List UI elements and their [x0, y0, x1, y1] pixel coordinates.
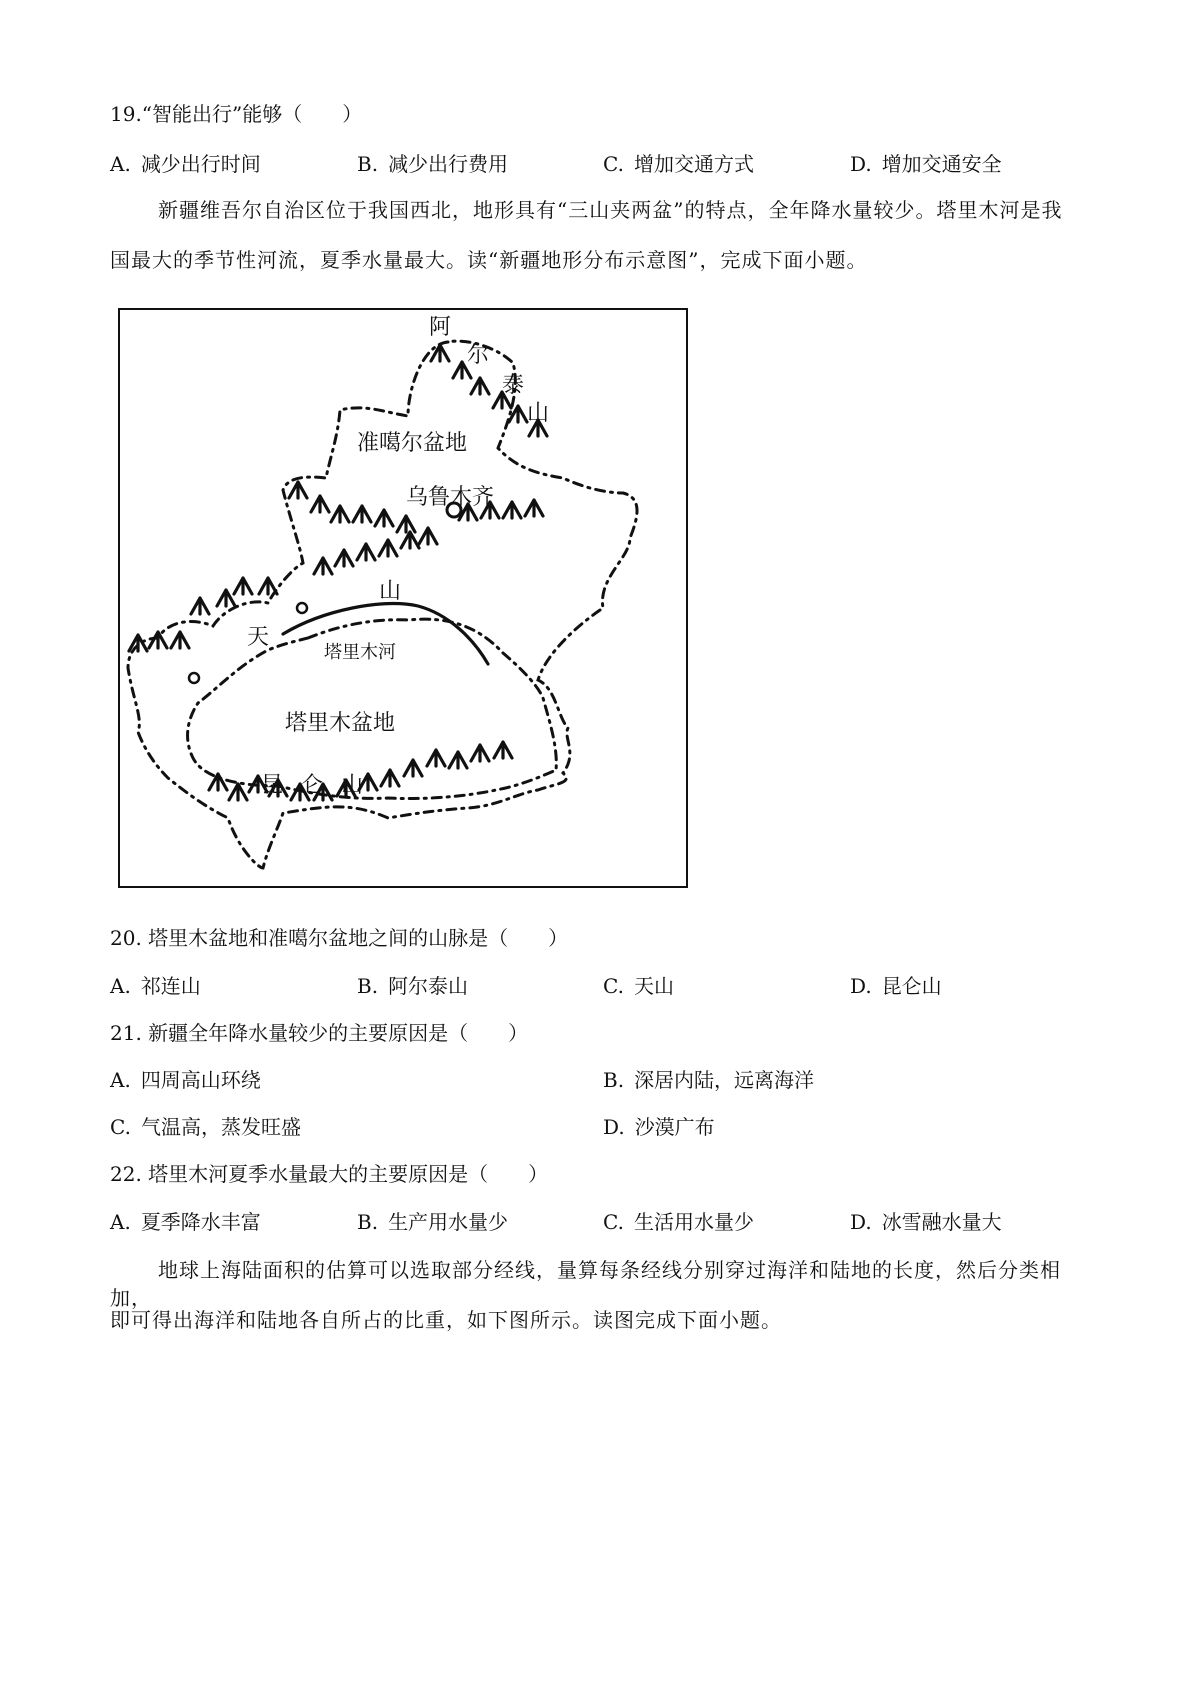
passage2-line1: 地球上海陆面积的估算可以选取部分经线，量算每条经线分别穿过海洋和陆地的长度，然后分类相加， [110, 1258, 1061, 1310]
junggar-basin-label: 准噶尔盆地 [356, 431, 468, 456]
q21-option-a: A. 四周高山环绕 [110, 1068, 261, 1092]
q21-stem: 21. 新疆全年降水量较少的主要原因是（ ） [110, 1021, 529, 1045]
q19-option-b: B. 减少出行费用 [357, 152, 509, 176]
q20-stem: 20. 塔里木盆地和准噶尔盆地之间的山脉是（ ） [110, 926, 569, 950]
q20-option-a: A. 祁连山 [110, 974, 201, 998]
altai-char-1: 阿 [428, 315, 452, 340]
q21-option-c: C. 气温高，蒸发旺盛 [110, 1115, 301, 1139]
q19-stem: 19.“智能出行”能够（ ） [110, 102, 363, 126]
altai-char-4: 山 [526, 401, 550, 426]
q19-option-a: A. 减少出行时间 [110, 152, 261, 176]
altai-char-3: 泰 [501, 373, 525, 398]
passage1-line2: 国最大的季节性河流，夏季水量最大。读“新疆地形分布示意图”，完成下面小题。 [110, 248, 868, 272]
altai-char-2: 尔 [466, 343, 490, 368]
passage2-line2: 即可得出海洋和陆地各自所占的比重，如下图所示。读图完成下面小题。 [110, 1308, 782, 1332]
kunlun-char-3: 山 [340, 773, 364, 798]
q22-option-a: A. 夏季降水丰富 [110, 1210, 261, 1234]
q21-option-d: D. 沙漠广布 [603, 1115, 715, 1139]
passage1-line1: 新疆维吾尔自治区位于我国西北，地形具有“三山夹两盆”的特点，全年降水量较少。塔里木河是我 [158, 198, 1063, 222]
q22-option-d: D. 冰雪融水量大 [850, 1210, 1002, 1234]
xinjiang-terrain-map [118, 308, 688, 888]
q22-option-c: C. 生活用水量少 [603, 1210, 754, 1234]
urumqi-label: 乌鲁木齐 [405, 485, 495, 510]
tarim-river-label: 塔里木河 [324, 642, 396, 663]
kunlun-char-1: 昆 [260, 773, 284, 798]
tianshan-shan-label: 山 [378, 579, 402, 604]
tianshan-tian-label: 天 [246, 625, 270, 650]
q21-option-b: B. 深居内陆，远离海洋 [603, 1068, 815, 1092]
q20-option-c: C. 天山 [603, 974, 674, 998]
q19-option-c: C. 增加交通方式 [603, 152, 754, 176]
tarim-basin-label: 塔里木盆地 [284, 711, 396, 736]
kunlun-char-2: 仑 [300, 773, 324, 798]
q20-option-b: B. 阿尔泰山 [357, 974, 469, 998]
q20-option-d: D. 昆仑山 [850, 974, 942, 998]
q22-option-b: B. 生产用水量少 [357, 1210, 509, 1234]
q22-stem: 22. 塔里木河夏季水量最大的主要原因是（ ） [110, 1162, 549, 1186]
q19-option-d: D. 增加交通安全 [850, 152, 1002, 176]
